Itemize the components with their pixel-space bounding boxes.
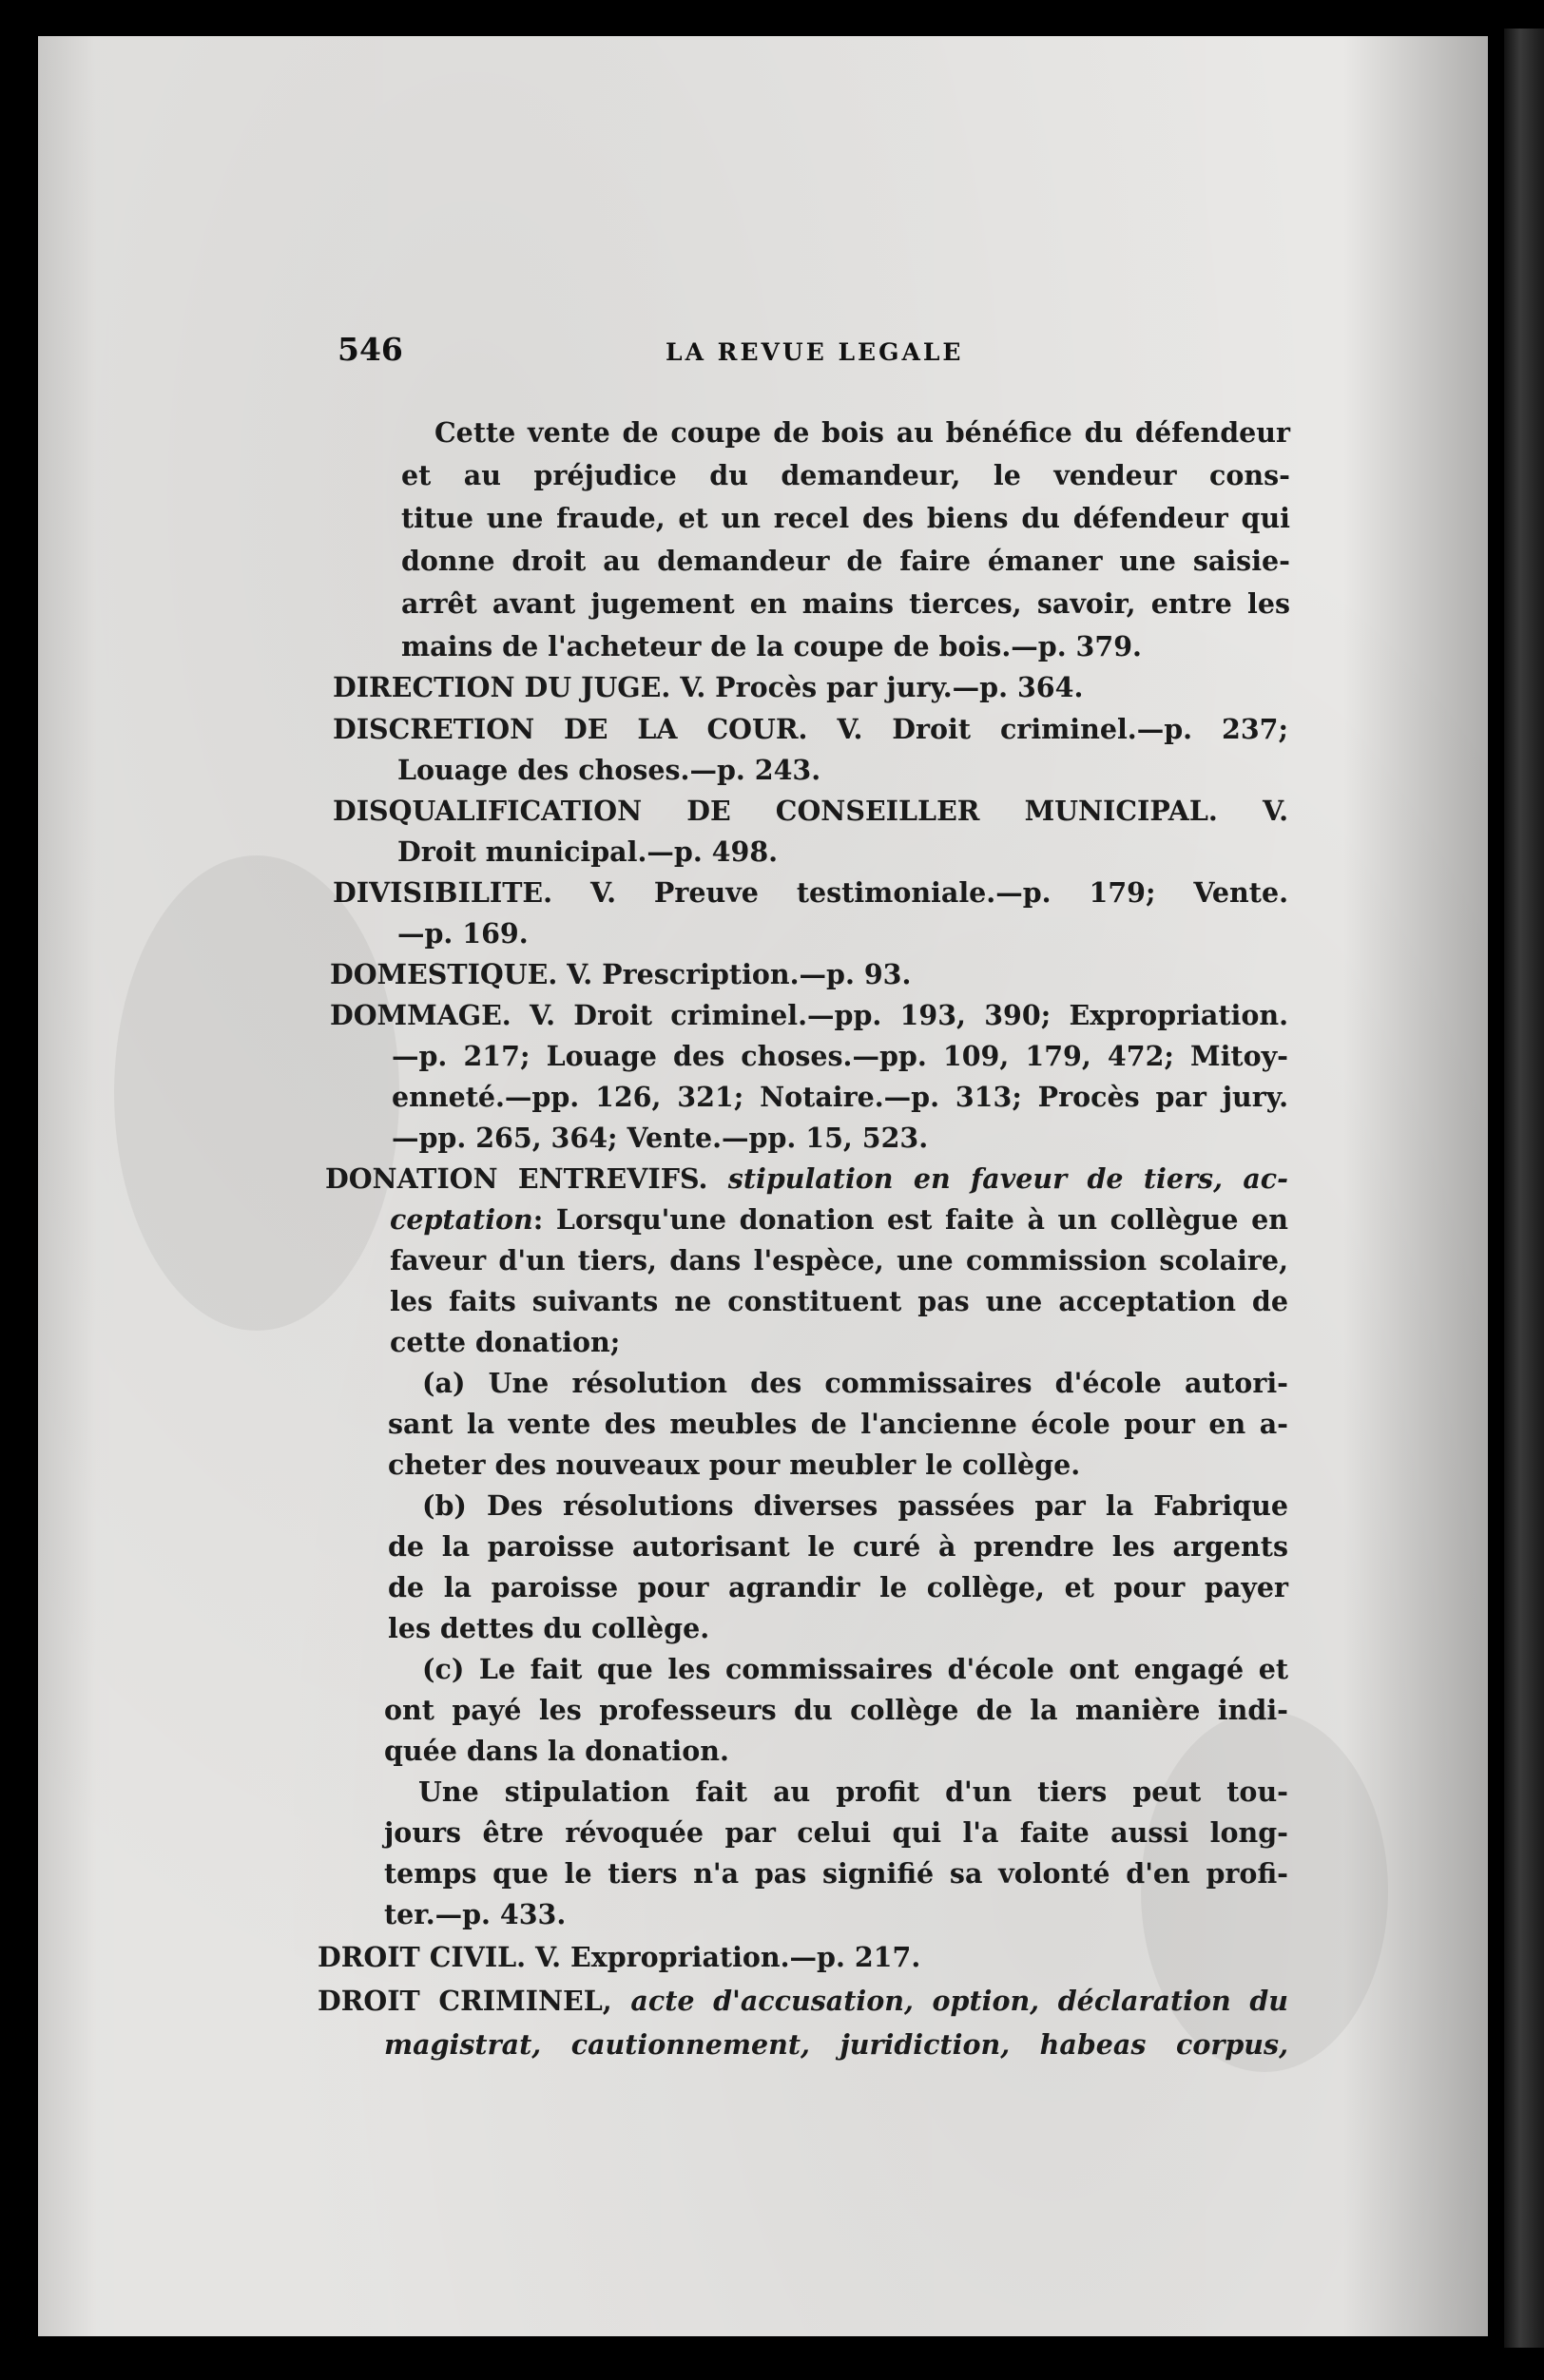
text-line: jours être révoquée par celui qui l'a faite aussi long- [384, 1816, 1288, 1849]
text-line: mains de l'acheteur de la coupe de bois.—p. 379. [401, 630, 1142, 662]
text-line: de la paroisse autorisant le curé à prendre les argents [388, 1530, 1288, 1563]
text-line: —p. 169. [397, 917, 529, 950]
text-line: cette donation; [390, 1326, 621, 1358]
text-line [384, 2028, 1288, 2061]
index-entry-heading [318, 1985, 1288, 2017]
index-entry-heading: DROIT CIVIL. V. Expropriation.—p. 217. [318, 1941, 921, 1973]
entry-subject-italic: stipulation en faveur de tiers, ac- [727, 1162, 1288, 1195]
text-line: (a) Une résolution des commissaires d'école autori- [422, 1367, 1288, 1399]
text-line: quée dans la donation. [384, 1735, 729, 1767]
index-entry-heading: DIVISIBILITE. V. Preuve testimoniale.—p. 179; Vente. [333, 876, 1288, 909]
text-line: Louage des choses.—p. 243. [397, 754, 821, 786]
text-line: —p. 217; Louage des choses.—pp. 109, 179, 472; Mitoy- [392, 1040, 1288, 1072]
paper-stain [114, 855, 399, 1331]
entry-subject-italic: acte d'accusation, option, déclaration du [630, 1985, 1288, 2017]
index-entry-heading [325, 1162, 1288, 1195]
text-line: de la paroisse pour agrandir le collège, et pour payer [388, 1571, 1288, 1603]
text-line: les faits suivants ne constituent pas une acceptation de [390, 1285, 1288, 1317]
text-line: les dettes du collège. [388, 1612, 710, 1644]
paper-stain [1141, 1711, 1388, 2072]
text-line: Une stipulation fait au profit d'un tiers peut tou- [418, 1775, 1288, 1808]
text-line: temps que le tiers n'a pas signifié sa volonté d'en profi- [384, 1857, 1288, 1890]
text-line: et au préjudice du demandeur, le vendeur cons- [401, 459, 1290, 491]
text-line: faveur d'un tiers, dans l'espèce, une commission scolaire, [390, 1244, 1288, 1276]
text-line: (b) Des résolutions diverses passées par la Fabrique [422, 1489, 1288, 1522]
entry-term: DROIT CRIMINEL, [318, 1985, 612, 2017]
index-entry-heading: DOMMAGE. V. Droit criminel.—pp. 193, 390; Expropriation. [330, 999, 1288, 1031]
running-title: LA REVUE LEGALE [666, 338, 964, 366]
text-line: —pp. 265, 364; Vente.—pp. 15, 523. [392, 1122, 929, 1154]
text-line: ter.—p. 433. [384, 1898, 567, 1930]
text-line: (c) Le fait que les commissaires d'école ont engagé et [422, 1653, 1288, 1685]
text-run: : Lorsqu'une donation est faite à un collègue en [532, 1203, 1288, 1236]
text-line: sant la vente des meubles de l'ancienne école pour en a- [388, 1408, 1288, 1440]
index-entry-heading: DISCRETION DE LA COUR. V. Droit criminel.—p. 237; [333, 713, 1288, 745]
text-line: enneté.—pp. 126, 321; Notaire.—p. 313; Procès par jury. [392, 1081, 1288, 1113]
adjacent-page-edge [1504, 29, 1544, 2348]
index-entry-heading: DOMESTIQUE. V. Prescription.—p. 93. [330, 958, 912, 990]
text-line: Droit municipal.—p. 498. [397, 835, 779, 868]
text-line: Cette vente de coupe de bois au bénéfice du défendeur [434, 416, 1290, 449]
index-entry-heading: DIRECTION DU JUGE. V. Procès par jury.—p. 364. [333, 671, 1084, 703]
text-line [390, 1203, 1288, 1236]
text-line: donne droit au demandeur de faire émaner une saisie- [401, 545, 1290, 577]
entry-term: DONATION ENTREVIFS. [325, 1162, 708, 1195]
entry-subject-italic: magistrat, cautionnement, juridiction, habeas corpus, [384, 2028, 1288, 2061]
text-line: titue une fraude, et un recel des biens du défendeur qui [401, 502, 1290, 534]
text-line: cheter des nouveaux pour meubler le collège. [388, 1449, 1081, 1481]
entry-subject-italic: ceptation [390, 1203, 533, 1236]
text-line: arrêt avant jugement en mains tierces, savoir, entre les [401, 587, 1290, 620]
index-entry-heading: DISQUALIFICATION DE CONSEILLER MUNICIPAL. V. [333, 795, 1288, 827]
text-line: ont payé les professeurs du collège de la manière indi- [384, 1694, 1288, 1726]
page-number: 546 [338, 331, 403, 368]
